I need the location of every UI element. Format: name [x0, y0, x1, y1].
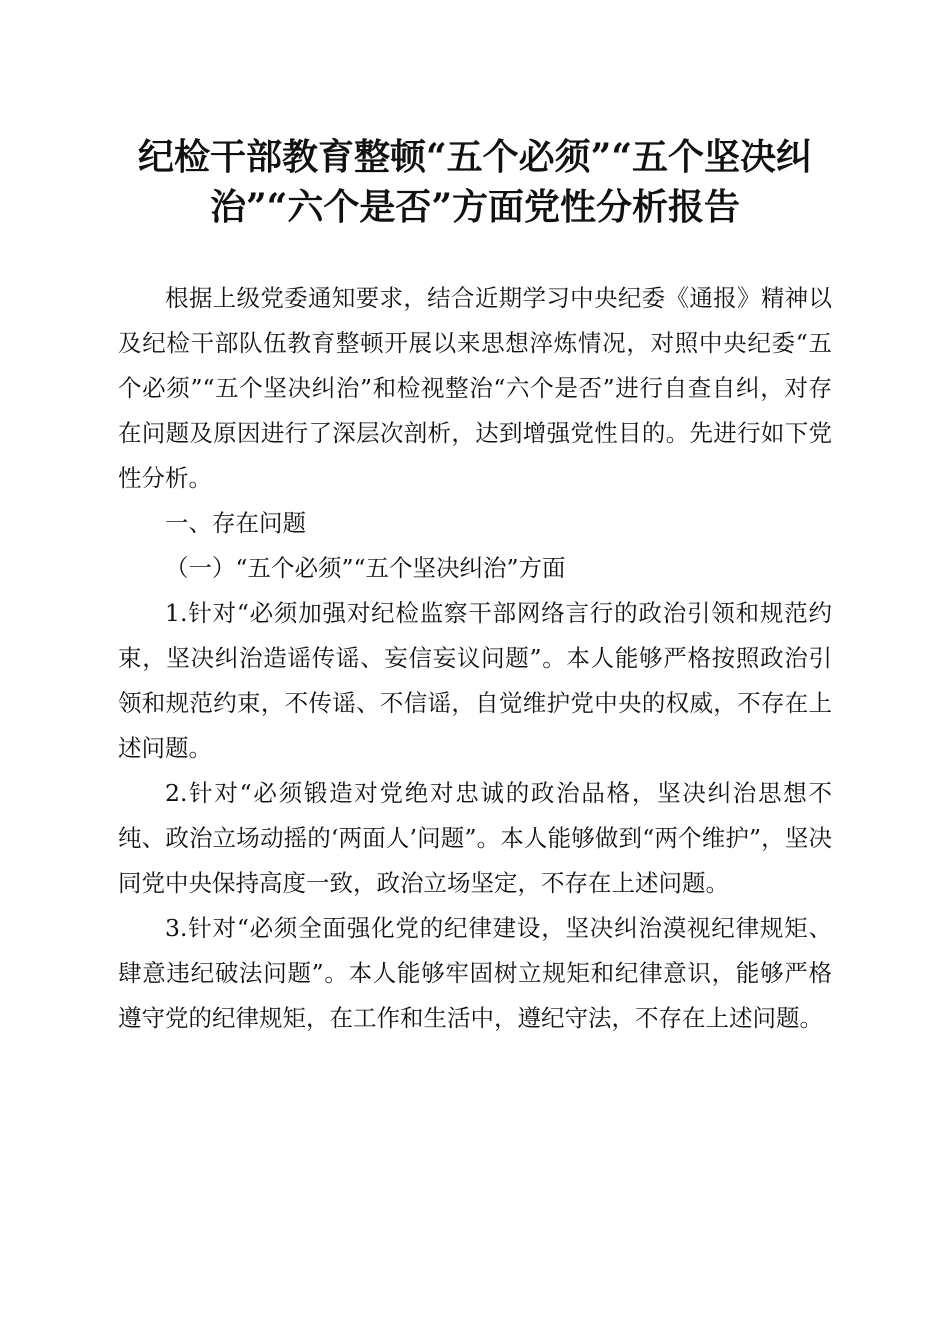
section-heading: 一、存在问题	[165, 509, 306, 537]
intro-paragraph: 根据上级党委通知要求，结合近期学习中央纪委《通报》精神以及纪检干部队伍教育整顿开展以来思想淬炼情况，对照中央纪委“五个必须”“五个坚决纠治”和检视整治“六个是否”进行自查自纠，对存在问题及原因进行了深层次剖析，达到增强党性目的。先进行如下党性分析。	[118, 284, 832, 492]
document-body	[118, 276, 832, 1041]
item-paragraph-3: 3.针对“必须全面强化党的纪律建设，坚决纠治漠视纪律规矩、肆意违纪破法问题”。本人能够牢固树立规矩和纪律意识，能够严格遵守党的纪律规矩，在工作和生活中，遵纪守法，不存在上述问题。	[118, 914, 832, 1032]
subsection-heading: （一）“五个必须”“五个坚决纠治”方面	[165, 554, 566, 582]
document-title: 纪检干部教育整顿“五个必须”“五个坚决纠治”“六个是否”方面党性分析报告	[137, 136, 813, 228]
item-paragraph-1: 1.针对“必须加强对纪检监察干部网络言行的政治引领和规范约束，坚决纠治造谣传谣、妄信妄议问题”。本人能够严格按照政治引领和规范约束，不传谣、不信谣，自觉维护党中央的权威，不存在上述问题。	[118, 599, 832, 762]
item-paragraph-2: 2.针对“必须锻造对党绝对忠诚的政治品格，坚决纠治思想不纯、政治立场动摇的‘两面人’问题”。本人能够做到“两个维护”，坚决同党中央保持高度一致，政治立场坚定，不存在上述问题。	[118, 779, 832, 897]
